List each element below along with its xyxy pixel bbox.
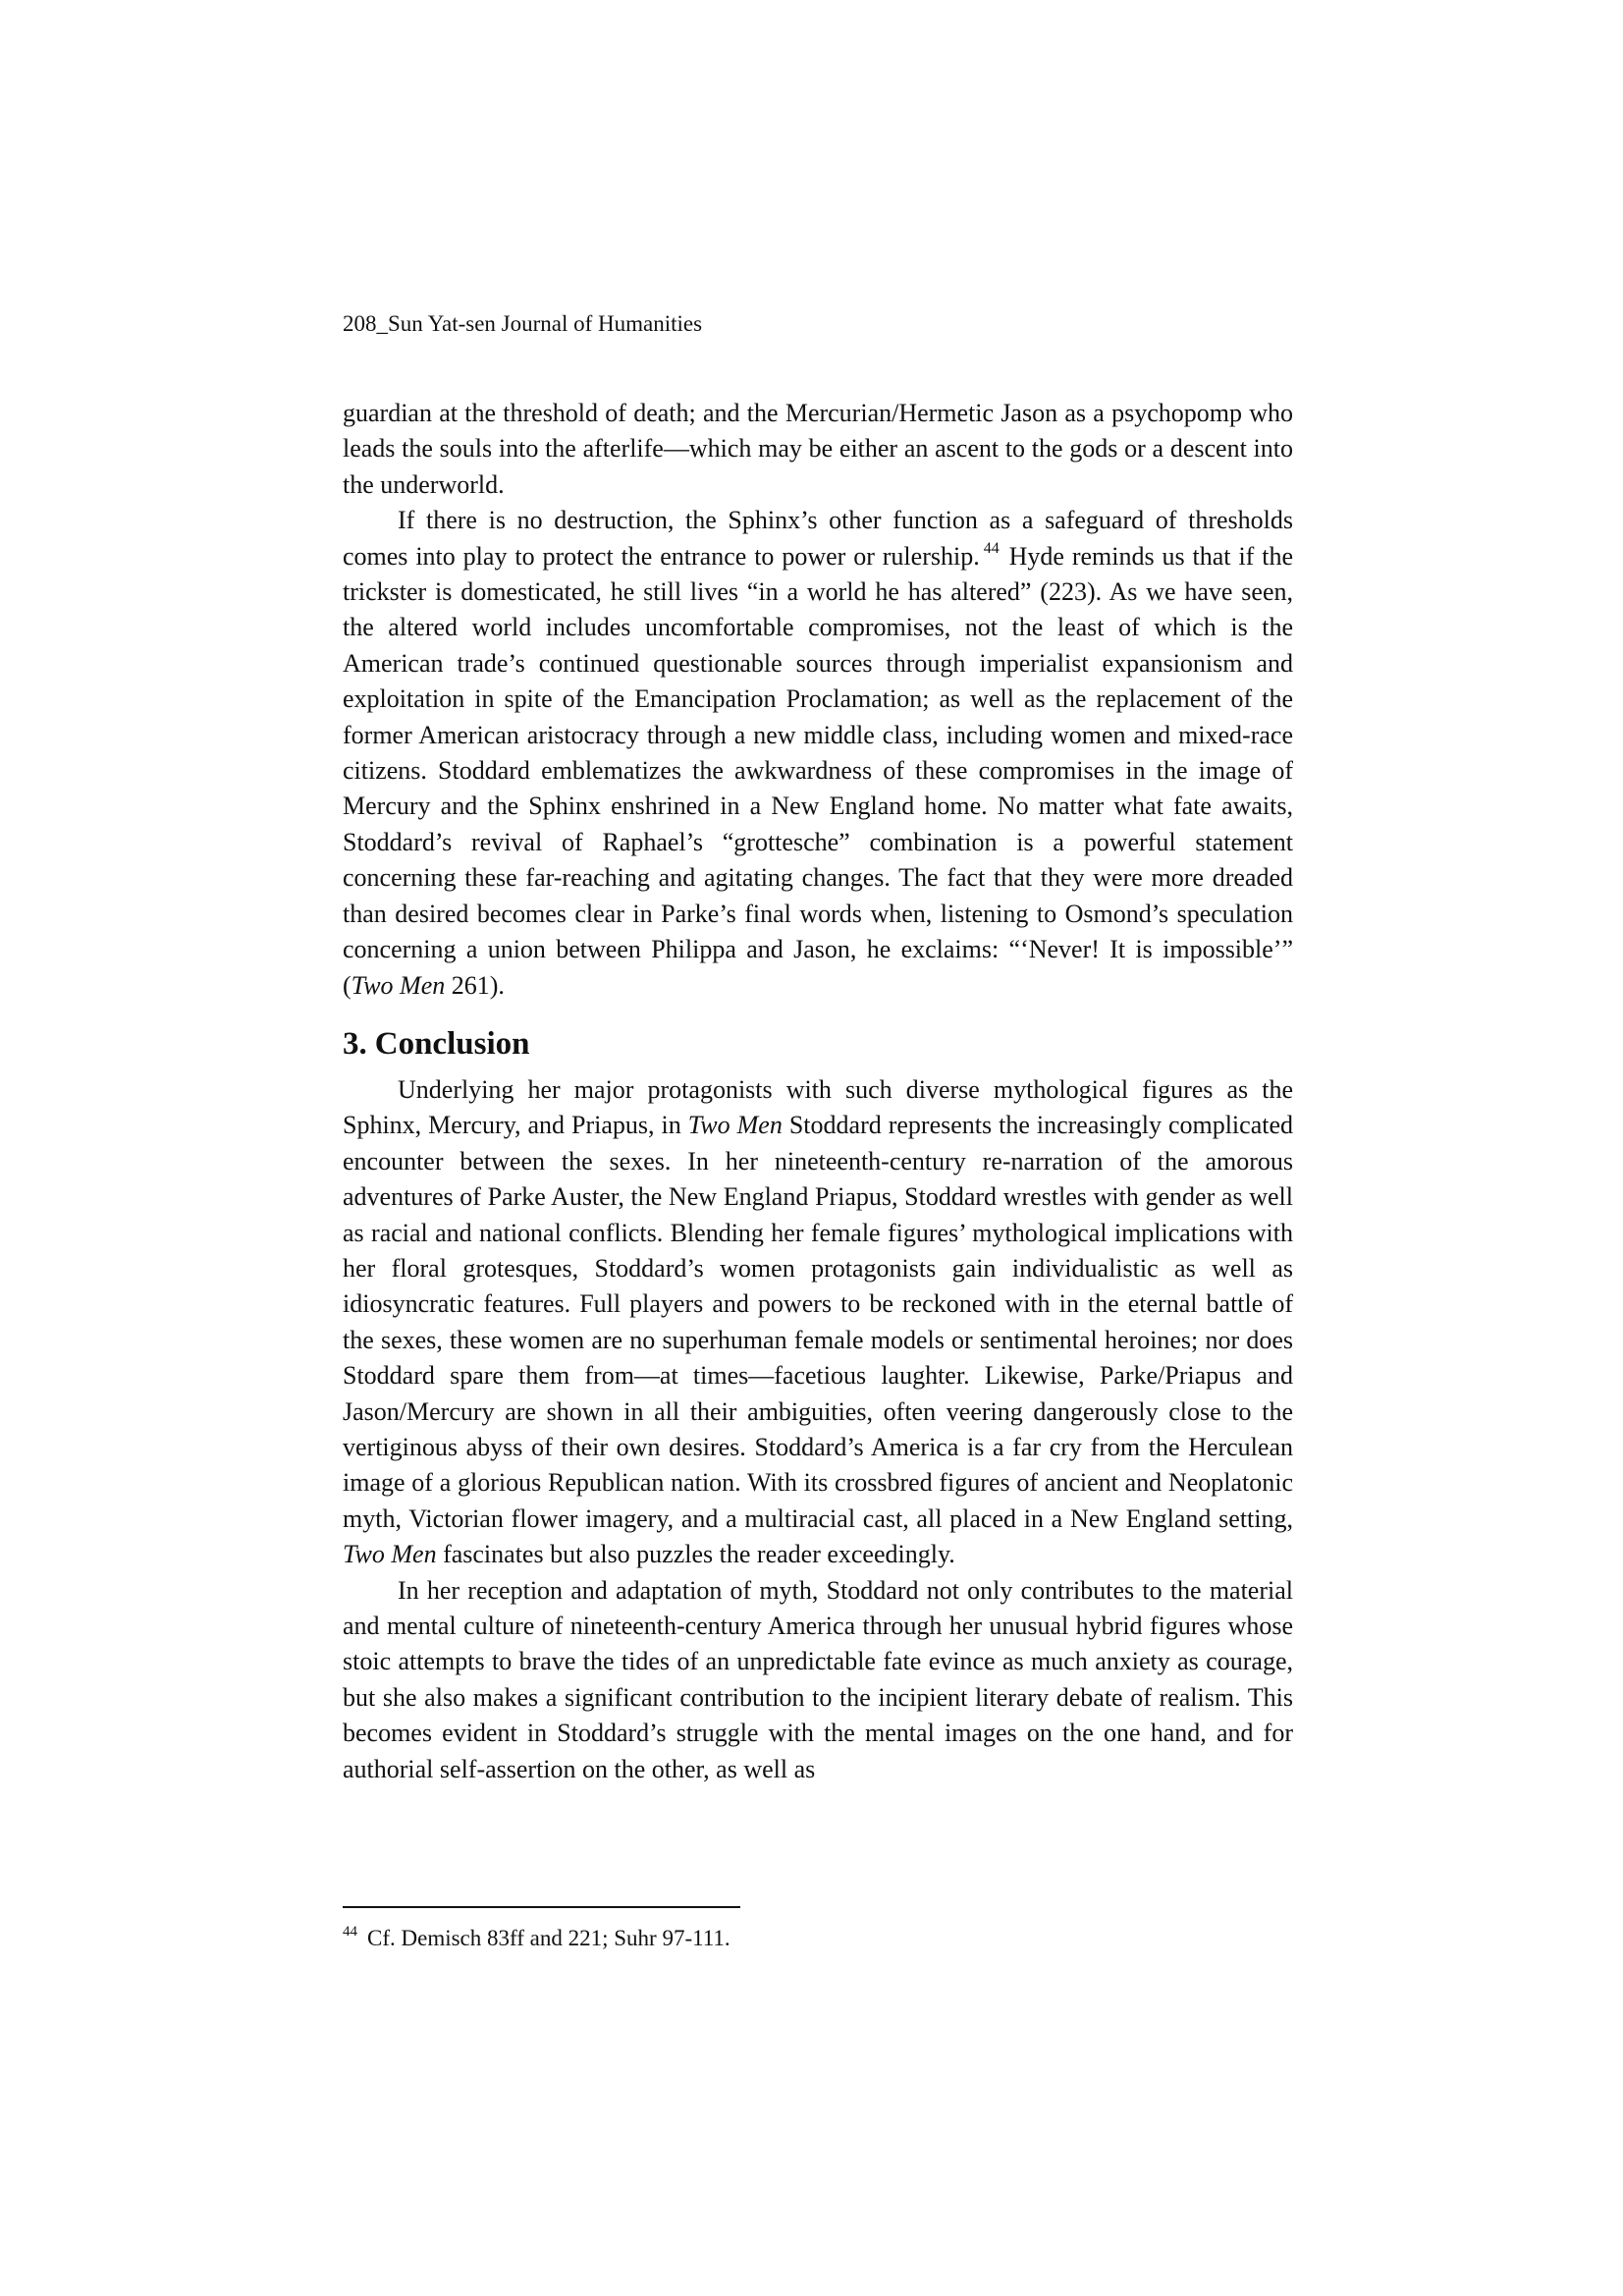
paragraph: [343, 1072, 1293, 1573]
work-title: Two Men: [687, 1111, 783, 1140]
paragraph-text: Hyde reminds us that if the trickster is domesticated, he still lives “in a world he has altered” (223). As we have seen, the altered world includes uncomfortable compromises, not the least of which is the American trade’s continued questionable sources through imperialist expansionism and exploitation in spite of the Emancipation Proclamation; as well as the replacement of the former American aristocracy through a new middle class, including women and mixed-race citizens. Stoddard emblematizes the awkwardness of these compromises in the image of Mercury and the Sphinx enshrined in a New England home. No matter what fate awaits, Stoddard’s revival of Raphael’s “grottesche” combination is a powerful statement concerning these far-reaching and agitating changes. The fact that they were more dreaded than desired becomes clear in Parke’s final words when, listening to Osmond’s speculation concerning a union between Philippa and Jason, he exclaims: “‘Never! It is impossible’” (: [343, 541, 1293, 1000]
paragraph-text: If there is no destruction, the Sphinx’s other function as a safeguard of thresholds comes into play to protect the entrance to power or rulership.: [343, 506, 1293, 571]
paragraph: [343, 503, 1293, 1004]
footnote: [343, 1923, 730, 1954]
section-heading: [343, 1004, 1293, 1072]
work-title: Two Men: [351, 970, 446, 1000]
paragraph-text: Stoddard represents the increasingly complicated encounter between the sexes. In her nineteenth-century re-narration of the amorous adventures of Parke Auster, the New England Priapus, Stoddard wrestles with gender as well as racial and national conflicts. Blending her female figures’ mythological implications with her floral grotesques, Stoddard’s women protagonists gain individualistic as well as idiosyncratic features. Full players and powers to be reckoned with in the eternal battle of the sexes, these women are no superhuman female models or sentimental heroines; nor does Stoddard spare them from—at times—facetious laughter. Likewise, Parke/Priapus and Jason/Mercury are shown in all their ambiguities, often veering dangerously close to the vertiginous abyss of their own desires. Stoddard’s America is a far cry from the Herculean image of a glorious Republican nation. With its crossbred figures of ancient and Neoplatonic myth, Victorian flower imagery, and a multiracial cast, all placed in a New England setting,: [343, 1111, 1293, 1533]
section-number: 3.: [343, 1025, 367, 1062]
paragraph: guardian at the threshold of death; and the Mercurian/Hermetic Jason as a psychopomp who leads the souls into the afterlife—which may be either an ascent to the gods or a descent into the underworld.: [343, 399, 1293, 499]
paragraph-text: 261).: [445, 970, 505, 1000]
running-header: 208_Sun Yat-sen Journal of Humanities: [343, 311, 703, 336]
footnote-reference[interactable]: 44: [983, 539, 1000, 557]
footnote-number: 44: [343, 1924, 357, 1940]
section-title: Conclusion: [374, 1025, 530, 1062]
footnote-text: Cf. Demisch 83ff and 221; Suhr 97-111.: [367, 1926, 730, 1950]
paragraph-text: Underlying her major protagonists with such diverse mythological figures as the Sphinx, Mercury, and Priapus, in: [343, 1074, 1293, 1140]
paragraph: In her reception and adaptation of myth, Stoddard not only contributes to the material and mental culture of nineteenth-century America through her unusual hybrid figures whose stoic attempts to brave the tides of an unpredictable fate evince as much anxiety as courage, but she also makes a significant contribution to the incipient literary debate of realism. This becomes evident in Stoddard’s struggle with the mental images on the one hand, and for authorial self-assertion on the other, as well as: [343, 1575, 1293, 1783]
paragraph-text: fascinates but also puzzles the reader exceedingly.: [443, 1540, 955, 1569]
body-text: [343, 396, 1293, 1787]
work-title: Two Men: [343, 1540, 437, 1569]
footnote-divider: [343, 1906, 740, 1908]
